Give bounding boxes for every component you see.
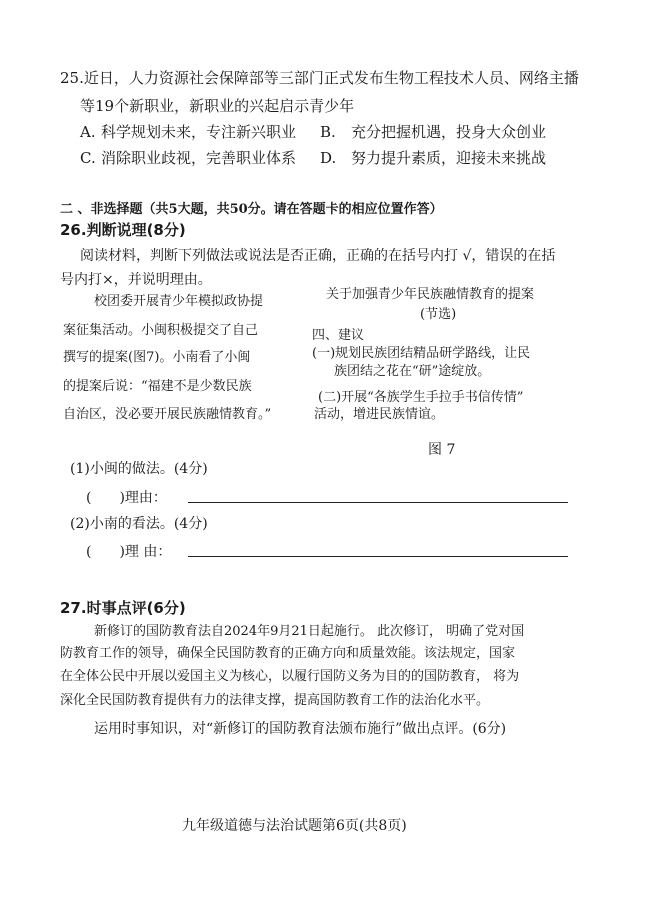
material-line: 撰写的提案(图7)。小南看了小闽: [63, 350, 251, 365]
proposal-item2-line2: 活动，增进民族情谊。: [314, 407, 445, 422]
section2-heading: 二 、非选择题（共5大题，共50分。请在答题卡的相应位置作答）: [60, 202, 443, 217]
proposal-item2-line1: (二)开展“各族学生手拉手书信传情”: [318, 390, 524, 405]
material-line: 校团委开展青少年模拟政协提: [94, 294, 264, 309]
page-footer: 九年级道德与法治试题第6页(共8页): [182, 818, 407, 834]
option-letter: A.: [80, 123, 96, 141]
proposal-section: 四、建议: [312, 328, 365, 343]
material-line: 案征集活动。小闽积极提交了自己: [63, 323, 259, 338]
option-letter: D.: [320, 149, 337, 167]
proposal-subtitle: (节选): [420, 307, 457, 322]
option-text: 努力提升素质，迎接未来挑战: [351, 149, 547, 167]
option-letter: C.: [80, 149, 96, 167]
q26-sub1-answer-prefix: ( )理由：: [86, 490, 167, 506]
q26-sub1-label: (1)小闽的做法。(4分): [70, 461, 208, 477]
material-line: 的提案后说：“福建不是少数民族: [63, 379, 252, 394]
q26-title: 26.判断说理(8分): [60, 221, 186, 239]
q25-stem-line2: 等19个新职业，新职业的兴起启示青少年: [80, 97, 355, 115]
proposal-title: 关于加强青少年民族融情教育的提案: [326, 287, 535, 302]
option-text: 科学规划未来，专注新兴职业: [101, 123, 297, 141]
proposal-item1-line2: 族团结之花在“研”途绽放。: [334, 364, 491, 379]
q27-title: 27.时事点评(6分): [60, 599, 186, 617]
q26-intro-line1: 阅读材料，判断下列做法或说法是否正确，正确的在括号内打 √，错误的在括: [80, 248, 556, 264]
paragraph-line: 新修订的国防教育法自2024年9月21日起施行。 此次修订， 明确了党对国: [94, 624, 525, 639]
paragraph-line: 深化全民国防教育提供有力的法律支撑，提高国防教育工作的法治化水平。: [60, 693, 490, 708]
proposal-item1-line1: (一)规划民族团结精品研学路线，让民: [312, 346, 531, 361]
figure-caption: 图 7: [428, 442, 456, 458]
material-line: 自治区，没必要开展民族融情教育。”: [63, 407, 272, 422]
option-text: 充分把握机遇，投身大众创业: [351, 123, 547, 141]
q27-prompt: 运用时事知识，对“新修订的国防教育法颁布施行”做出点评。(6分): [94, 721, 507, 737]
q26-sub2-answer-prefix: ( )理 由：: [86, 544, 172, 560]
q26-sub2-answer-line[interactable]: [188, 556, 568, 557]
paragraph-line: 防教育工作的领导，确保全民国防教育的正确方向和质量效能。该法规定，国家: [60, 646, 516, 661]
q26-intro-line2: 号内打×，并说明理由。: [60, 272, 212, 288]
paragraph-line: 在全体公民中开展以爱国主义为核心，以履行国防义务为目的的国防教育， 将为: [60, 669, 520, 684]
option-letter: B.: [320, 123, 336, 141]
q25-stem-line1: 25.近日，人力资源社会保障部等三部门正式发布生物工程技术人员、网络主播: [60, 69, 579, 87]
q26-sub2-label: (2)小南的看法。(4分): [70, 516, 208, 532]
option-text: 消除职业歧视，完善职业体系: [101, 149, 297, 167]
q26-sub1-answer-line[interactable]: [188, 502, 568, 503]
